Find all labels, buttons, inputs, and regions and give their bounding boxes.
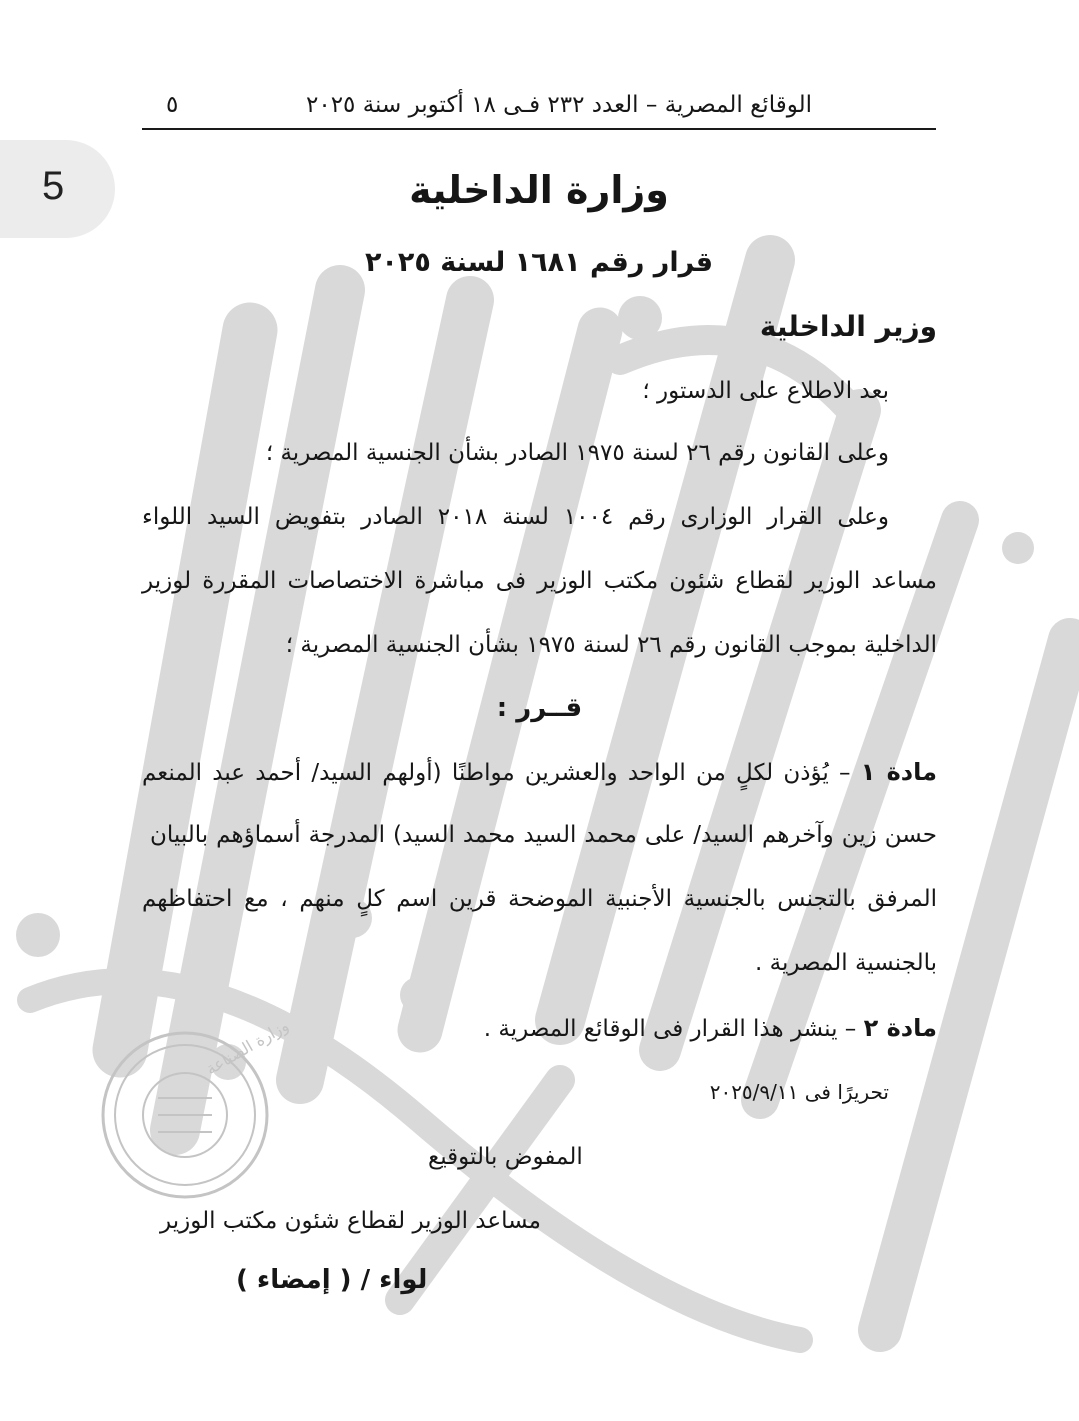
article-2-text: – ينشر هذا القرار فى الوقائع المصرية . <box>483 1016 864 1042</box>
preamble-line-2: وعلى القانون رقم ٢٦ لسنة ١٩٧٥ الصادر بشأن الجنسية المصرية ؛ <box>265 440 889 466</box>
ministry-title: وزارة الداخلية <box>409 168 669 212</box>
decided-heading: قــرر : <box>496 693 583 723</box>
decree-title: قرار رقم ١٦٨١ لسنة ٢٠٢٥ <box>364 247 714 278</box>
preamble-line-3: وعلى القرار الوزارى رقم ١٠٠٤ لسنة ٢٠١٨ الصادر بتفويض السيد اللواء <box>142 504 889 530</box>
signature-delegate: المفوض بالتوقيع <box>428 1144 583 1170</box>
page-tab <box>0 140 115 238</box>
article-1-line-4: بالجنسية المصرية . <box>755 950 937 976</box>
gazette-header <box>142 90 936 130</box>
article-1-line-2: حسن زين وآخرهم السيد/ على محمد السيد محمد السيد) المدرجة أسماؤهم بالبيان <box>150 822 937 848</box>
preamble-line-4: مساعد الوزير لقطاع شئون مكتب الوزير فى مباشرة الاختصاصات المقررة لوزير <box>142 568 937 594</box>
preamble-line-1: بعد الاطلاع على الدستور ؛ <box>642 378 889 404</box>
tab-page-number: 5 <box>42 164 65 208</box>
header-page-number: ٥ <box>166 92 179 118</box>
seal-text: وزارة الصناعة <box>202 1015 292 1079</box>
article-1-label: مادة ١ <box>860 758 937 786</box>
header-title: الوقائع المصرية – العدد ٢٣٢ فـى ١٨ أكتوبر سنة ٢٠٢٥ <box>305 92 812 118</box>
signature-name: لواء / ( إمضاء ) <box>236 1265 428 1295</box>
article-1-line-1 <box>142 758 937 786</box>
article-1-text: – يُؤذن لكلٍ من الواحد والعشرين مواطنًا (أولهم السيد/ أحمد عبد المنعم <box>142 760 861 786</box>
signature-position: مساعد الوزير لقطاع شئون مكتب الوزير <box>160 1208 541 1234</box>
article-2-label: مادة ٢ <box>863 1014 937 1042</box>
preamble-line-5: الداخلية بموجب القانون رقم ٢٦ لسنة ١٩٧٥ بشأن الجنسية المصرية ؛ <box>285 632 937 658</box>
issuer-title: وزير الداخلية <box>759 310 937 343</box>
date-line: تحريرًا فى ٢٠٢٥/٩/١١ <box>709 1080 889 1104</box>
article-2-line <box>484 1014 937 1042</box>
article-1-line-3: المرفق بالتجنس بالجنسية الأجنبية الموضحة قرين اسم كلٍ منهم ، مع احتفاظهم <box>142 886 937 912</box>
